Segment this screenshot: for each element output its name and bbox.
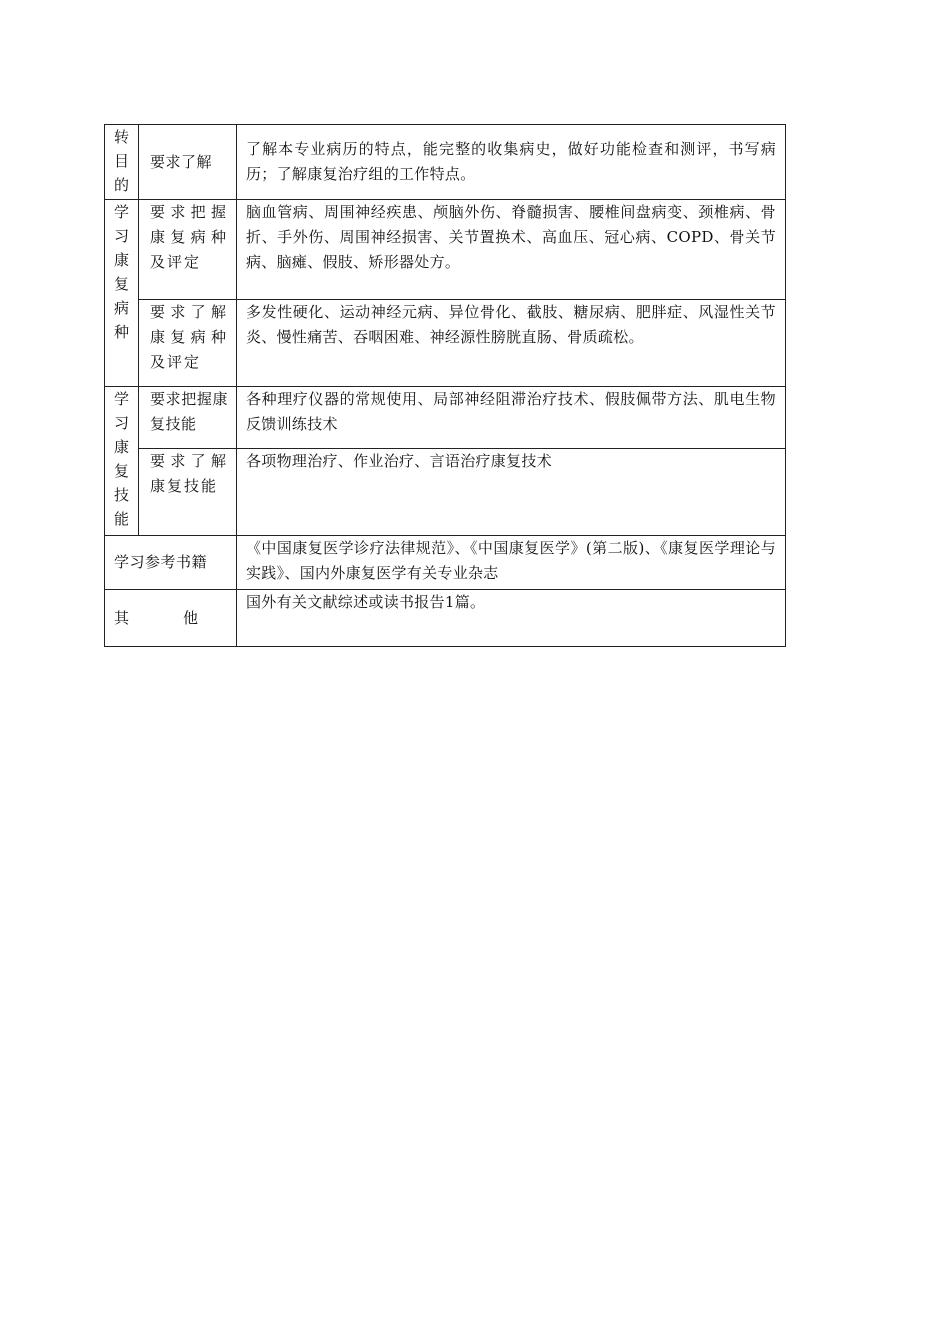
content-text: 《中国康复医学诊疗法律规范》、《中国康复医学》(第二版)、《康复医学理论与实践》、国内外康复医学有关专业杂志 [246, 539, 776, 582]
category-label: 转 目 的 [113, 128, 129, 194]
subcategory-cell [139, 200, 237, 300]
category-label: 学 习 康 复 技 能 [113, 390, 129, 528]
books-label: 学习参考书籍 [114, 553, 208, 571]
subcategory-label: 要求了解 [150, 152, 213, 171]
subcategory-cell [139, 125, 237, 200]
table-row [105, 387, 786, 449]
other-label-right: 他 [182, 608, 198, 627]
content-cell [237, 125, 786, 200]
content-cell [237, 300, 786, 387]
subcategory-label: 要求把握康复病种及评定 [150, 203, 228, 271]
other-label-left: 其 [114, 608, 130, 627]
table-row [105, 590, 786, 647]
content-cell [237, 200, 786, 300]
category-cell-diseases [105, 200, 139, 387]
books-label-cell [105, 536, 237, 590]
content-cell [237, 449, 786, 536]
subcategory-label: 要求了解康复技能 [150, 452, 228, 495]
content-text: 脑血管病、周围神经疾患、颅脑外伤、脊髓损害、腰椎间盘病变、颈椎病、骨折、手外伤、周围神经损害、关节置换术、高血压、冠心病、COPD、骨关节病、脑瘫、假肢、矫形器处方。 [246, 203, 776, 271]
content-cell [237, 590, 786, 647]
table-row [105, 200, 786, 300]
subcategory-cell [139, 387, 237, 449]
other-label [114, 606, 228, 631]
subcategory-cell [139, 300, 237, 387]
content-cell [237, 536, 786, 590]
subcategory-label: 要求把握康复技能 [150, 390, 228, 433]
table-row [105, 300, 786, 387]
category-label: 学 习 康 复 病 种 [113, 203, 129, 341]
content-text: 多发性硬化、运动神经元病、异位骨化、截肢、糖尿病、肥胖症、风湿性关节炎、慢性痛苦、吞咽困难、神经源性膀胱直肠、骨质疏松。 [246, 303, 776, 346]
rehab-training-table [104, 124, 786, 647]
table-row [105, 449, 786, 536]
other-label-cell [105, 590, 237, 647]
content-text: 国外有关文献综述或读书报告1篇。 [246, 593, 486, 611]
subcategory-label: 要求了解康复病种及评定 [150, 303, 228, 371]
table-row [105, 536, 786, 590]
category-cell-purpose [105, 125, 139, 200]
table-row [105, 125, 786, 200]
subcategory-cell [139, 449, 237, 536]
category-cell-skills [105, 387, 139, 536]
content-text: 各种理疗仪器的常规使用、局部神经阻滞治疗技术、假肢佩带方法、肌电生物反馈训练技术 [246, 390, 776, 433]
content-text: 了解本专业病历的特点，能完整的收集病史，做好功能检查和测评，书写病历；了解康复治疗组的工作特点。 [246, 140, 776, 183]
content-text: 各项物理治疗、作业治疗、言语治疗康复技术 [246, 452, 553, 470]
content-cell [237, 387, 786, 449]
